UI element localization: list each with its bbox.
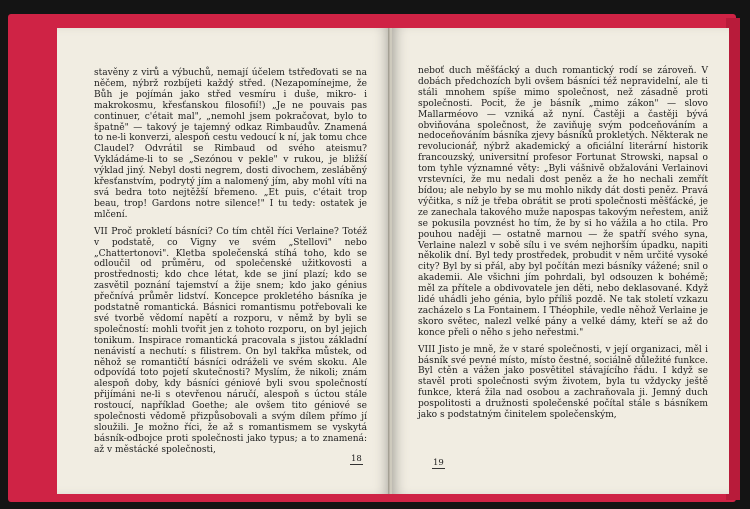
- left-paragraph-2: VII Proč prokletí básníci? Co tím chtěl říci Verlaine? Totéž v podstatě, co Vigny ve svém „Stellovi" nebo „Chattertonovi". Kletba společenská stíhá toho, kdo se odloučil od průměru, od společenské užitkovosti a prostřednosti; kdo chce létat, kde se jiní plazí; kdo se zasvětil poznání tajemství a žije snem; kdo jako génius přečnívá průměr lidství. Koncepce prokletého básníka je podstatně romantická. Básnici romantismu potřebovali ke své tvorbě vědomí napětí a rozporu, v němž by byli se společností: mohli tvořit jen z tohoto rozporu, on byl jejich tonikum. Inspirace romantická pracovala s jistou základní nenávistí a nechutí: s filistrem. On byl takřka můstek, od něhož se romantičtí básníci odráželi ve svém skoku. Ale odpovídá toto pojetí skutečnosti? Myslím, že nikoli; znám alespoň doby, kdy básníci géniové byli svou společností přijímáni ne-li s otevřenou náručí, alespoň s úctou stále rostoucí, například Goethe; ale ovšem tito géniové se společnosti vědomě přizpůsobovali a svým dílem přímo jí sloužili. Je možno říci, že až s romantismem se vyskytá básník-odbojce proti společnosti jako typus; a to znamená: až v městácké společnosti,: [94, 226, 367, 455]
- right-paragraph-1: neboť duch měšťácký a duch romantický rodí se zároveň. V dobách předchozích byli ovšem básníci též nepravidelní, ale ti stáli mnohem spíše mimo společnost, než zásadně proti společnosti. Pocit, že je básník „mimo zákon" — slovo Mallarméovo — vzniká až nyní. Častěji a častěji bývá obviňována společnost, že zaviňuje svým podceňováním a nedoceňováním básníka zjevy básníků prokletých. Některak ne revolucionář, nýbrž akademický a oficiální literární historik francouzský, universitní profesor Fortunat Strowski, napsal o tom tyhle významné věty: „Byli vášnivě obžalováni Verlainovi vrstevníci, že mu nedali dost peněz a že ho nechali zemřít bídou; ale nebylo by se mu mohlo nikdy dát dosti peněz. Pravá výčitka, s níž je třeba obrátit se proti společnosti měšťácké, je ze zanechala takového muže napospas takovým neřestem, aniž se pokusila povznést ho tím, že by si ho vážila a ho ctila. Pro pouhou naději — ostatně marnou — že spatří svého syna, Verlaine nalezl v sobě sílu i ve svém nejhorším úpadku, napiti několik dní. Byl tedy prostředek, probudit v něm určité vysoké city? Byl by si přál, aby byl počítán mezi básníky vážené; snil o akademii. Ale všichni jím pohrdali, byl odsouzen k bohémě; měl za přítele a obdivovatele jen děti, nebo deklasované. Když lidé uhádli jeho génia, bylo příliš pozdě. Ne tak století vzkazu zacházelo s La Fontainem. I Théophile, vedle něhož Verlaine je skoro světec, nalezl velké pány a velké dámy, kteří se až do konce přeli o něho s jeho neřestmi.": [418, 66, 708, 338]
- right-page-number: 19: [433, 458, 444, 468]
- left-paragraph-1: stavěny z virů a výbuchů, nemají účelem tstřeďovati se na něčem, nýbrž rozbíjeti každý střed. (Nezapomínejme, že Bůh je pojímán jako střed vesmíru i duše, mikro- i makrokosmu, křesťanskou filosofií!) „Je ne pouvais pas continuer, c'était mal", „nemohl jsem pokračovat, bylo to špatně" — takový je tajemný odkaz Rimbaudův. Znamená to ne-li konverzi, alespoň cestu vedoucí k ní, jak tomu chce Claudel? Odvrátil se Rimbaud od svého ateismu? Vykládáme-li to se „Sezónou v pekle" v rukou, je bližší výklad jiný. Nebyl dosti negrem, dosti divochem, zesláběný křesťanstvím, podrytý jím a nalomený jím, aby mohl víti na svá bedra toto nejtěžší břemeno. „Et puis, c'était trop beau, trop! Gardons notre silence!" I tu tedy: ostatek je mlčení.: [94, 68, 367, 220]
- right-page: [392, 28, 729, 494]
- left-page: [57, 28, 390, 494]
- right-page-text: [418, 66, 708, 427]
- right-paragraph-2: VIII Jisto je mně, že v staré společnosti, v její organizaci, měl i básník své pevné místo, místo čestné, sociálně důležité funkce. Byl ctěn a vážen jako posvětitel stávajícího řádu. I když se stavěl proti společnosti svým životem, byla tu vždycky ještě funkce, která žila nad osobou a zachraňovala ji. Jemný duch pospolitosti a družnosti společenské počítal stále s básníkem jako s podstatným činitelem společenským,: [418, 344, 708, 421]
- left-page-number: 18: [351, 454, 362, 464]
- left-page-text: [94, 68, 367, 462]
